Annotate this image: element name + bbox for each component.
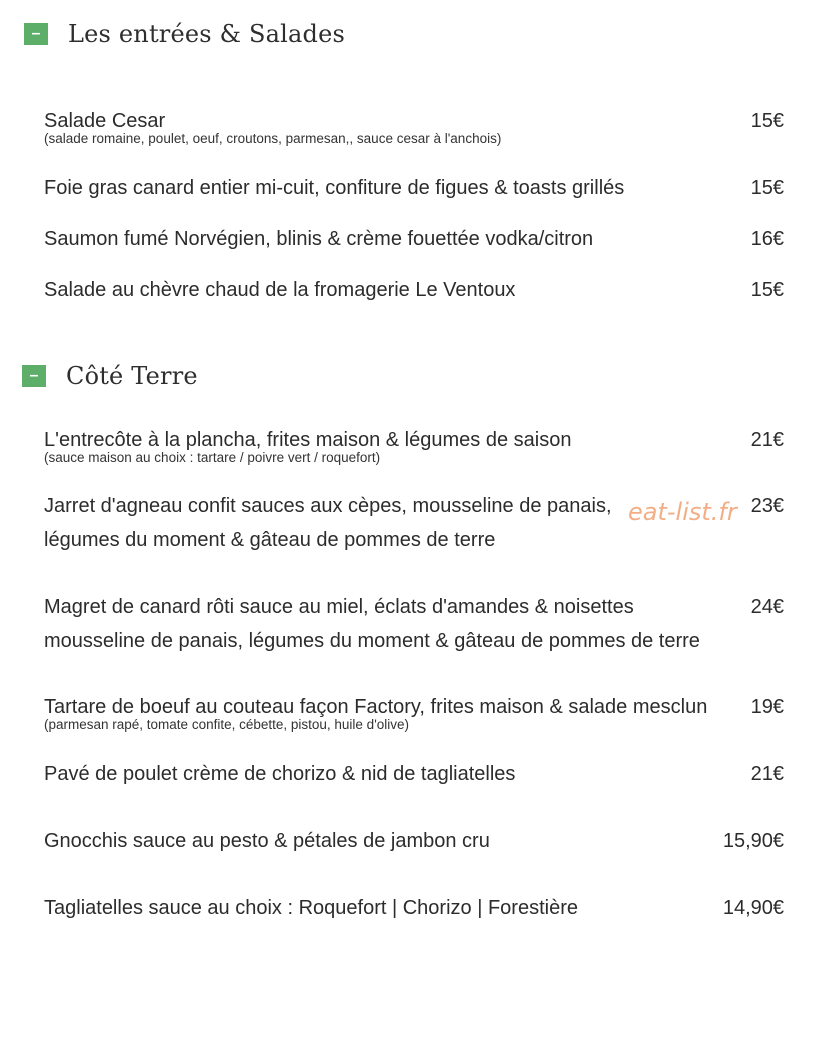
section-title-entrees: Les entrées & Salades	[68, 20, 346, 48]
menu-item-price: 16€	[750, 228, 784, 250]
menu-item-price: 21€	[750, 429, 784, 451]
menu-item-name: Salade au chèvre chaud de la fromagerie Le Ventoux	[44, 279, 516, 301]
menu-item-price: 24€	[750, 596, 784, 618]
menu-item-price: 15€	[750, 279, 784, 301]
menu-item-name: Jarret d'agneau confit sauces aux cèpes, mousseline de panais, légumes du moment & gâteau de pommes de terre	[44, 495, 612, 551]
menu-item-price: 19€	[750, 696, 784, 718]
menu-item-name: Foie gras canard entier mi-cuit, confiture de figues & toasts grillés	[44, 177, 625, 199]
menu-item-name: Pavé de poulet crème de chorizo & nid de tagliatelles	[44, 763, 516, 785]
menu-item	[44, 690, 784, 732]
menu-item	[44, 273, 784, 307]
menu-item	[44, 222, 784, 256]
menu-item	[44, 824, 784, 858]
watermark: eat-list.fr	[628, 498, 737, 526]
menu-item-name: L'entrecôte à la plancha, frites maison & légumes de saison	[44, 429, 572, 451]
collapse-toggle-cote-terre[interactable]: –	[22, 365, 46, 387]
menu-item-name: Salade Cesar	[44, 110, 166, 132]
menu-item	[44, 104, 784, 146]
menu-item-price: 21€	[750, 763, 784, 785]
menu-item-description: (parmesan rapé, tomate confite, cébette, pistou, huile d'olive)	[44, 717, 410, 732]
menu-item	[44, 590, 784, 658]
menu-item	[44, 423, 784, 465]
menu-item	[44, 757, 784, 791]
section-header-cote-terre	[22, 362, 198, 390]
menu-item-price: 15€	[750, 177, 784, 199]
menu-item-description: (sauce maison au choix : tartare / poivre vert / roquefort)	[44, 450, 381, 465]
section-title-cote-terre: Côté Terre	[66, 362, 198, 390]
menu-item-price: 23€	[750, 495, 784, 517]
menu-item-name: Magret de canard rôti sauce au miel, éclats d'amandes & noisettes mousseline de panais, légumes du moment & gâteau de pommes de terre	[44, 596, 700, 652]
menu-item	[44, 171, 784, 205]
menu-item	[44, 891, 784, 925]
menu-item-price: 15,90€	[722, 830, 784, 852]
menu-item-name: Tagliatelles sauce au choix : Roquefort | Chorizo | Forestière	[44, 897, 578, 919]
collapse-toggle-entrees[interactable]: –	[24, 23, 48, 45]
menu-item-price: 15€	[750, 110, 784, 132]
menu-item-price: 14,90€	[722, 897, 784, 919]
menu-item-name: Tartare de boeuf au couteau façon Factory, frites maison & salade mesclun	[44, 696, 708, 718]
menu-item-name: Gnocchis sauce au pesto & pétales de jambon cru	[44, 830, 490, 852]
section-header-entrees	[24, 20, 345, 48]
menu-item-description: (salade romaine, poulet, oeuf, croutons, parmesan,, sauce cesar à l'anchois)	[44, 131, 502, 146]
menu-item-name: Saumon fumé Norvégien, blinis & crème fouettée vodka/citron	[44, 228, 594, 250]
